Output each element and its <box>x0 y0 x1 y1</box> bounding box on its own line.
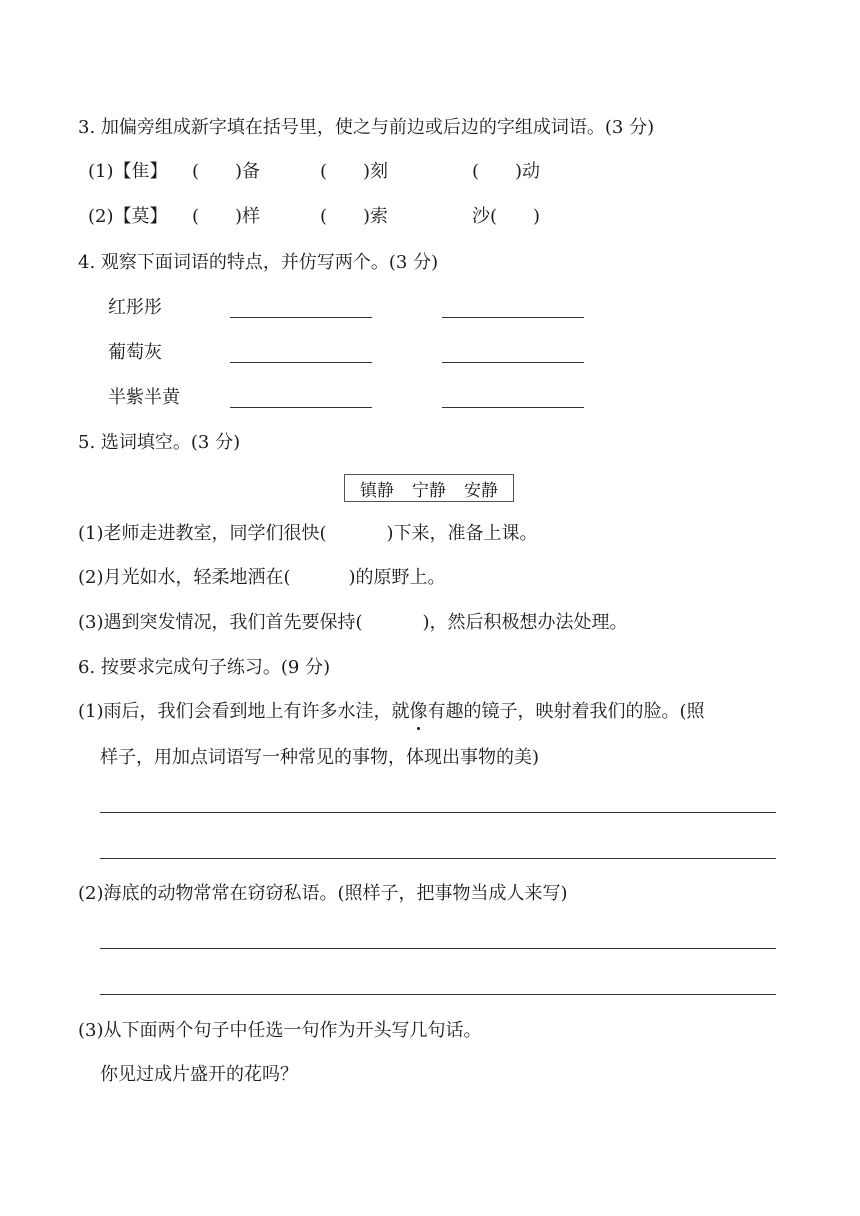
q5-item-1 <box>78 522 538 546</box>
q4-answer-3b[interactable] <box>442 407 584 408</box>
q6-item-1-text-post: 有趣的镜子，映射着我们的脸。(照 <box>427 701 705 722</box>
q5-item-2-after: )的原野上。 <box>348 567 446 588</box>
q4-answer-2b[interactable] <box>442 362 584 363</box>
q6-item-3: (3)从下面两个句子中任选一句作为开头写几句话。 <box>78 1020 482 1041</box>
q5-item-1-after: )下来，准备上课。 <box>386 523 538 544</box>
q4-word-1: 红彤彤 <box>108 297 162 318</box>
q6-item-3-sentence: 你见过成片盛开的花吗？ <box>100 1064 298 1085</box>
q6-item-1-text-pre: (1)雨后，我们会看到地上有许多水洼，就 <box>78 701 410 722</box>
q4-answer-2a[interactable] <box>230 362 372 363</box>
q6-item-1-dotted-word: 像 <box>409 701 428 722</box>
q3-title: 3. 加偏旁组成新字填在括号里，使之与前边或后边的字组成词语。(3 分) <box>78 117 655 138</box>
q4-title: 4. 观察下面词语的特点，并仿写两个。(3 分) <box>78 252 439 273</box>
q3-row2-blank-3[interactable]: 沙( ) <box>472 206 541 227</box>
q4-answer-1a[interactable] <box>230 317 372 318</box>
q3-row1-blank-3[interactable]: ( )动 <box>472 161 541 182</box>
q3-row1-blank-2[interactable]: ( )刻 <box>320 161 389 182</box>
q3-row1-label: (1)【隹】 <box>88 161 168 182</box>
q3-row1-blank-1[interactable]: ( )备 <box>192 161 261 182</box>
q6-item-1-answer-line-1[interactable] <box>100 812 776 813</box>
q6-item-2: (2)海底的动物常常在窃窃私语。(照样子，把事物当成人来写) <box>78 883 568 904</box>
q4-answer-3a[interactable] <box>230 407 372 408</box>
q5-title: 5. 选词填空。(3 分) <box>78 432 241 453</box>
q6-item-1-answer-line-2[interactable] <box>100 858 776 859</box>
q5-word-options-box <box>344 474 514 502</box>
q5-item-3 <box>78 611 628 635</box>
q5-option-1: 镇静 <box>360 480 394 501</box>
q5-item-2-before: (2)月光如水，轻柔地洒在( <box>78 567 291 588</box>
q4-answer-1b[interactable] <box>442 317 584 318</box>
q3-row2-blank-2[interactable]: ( )索 <box>320 206 389 227</box>
q6-item-2-answer-line-1[interactable] <box>100 948 776 949</box>
q3-row2-blank-1[interactable]: ( )样 <box>192 206 261 227</box>
q5-option-2: 宁静 <box>412 480 446 501</box>
q6-title: 6. 按要求完成句子练习。(9 分) <box>78 657 331 678</box>
q5-option-3: 安静 <box>464 480 498 501</box>
q4-word-2: 葡萄灰 <box>108 342 162 363</box>
q6-item-1-line-1 <box>78 700 705 724</box>
q5-item-1-before: (1)老师走进教室，同学们很快( <box>78 523 327 544</box>
q5-item-2 <box>78 566 446 590</box>
q6-item-1-line-2: 样子，用加点词语写一种常见的事物，体现出事物的美) <box>100 747 540 768</box>
q6-item-2-answer-line-2[interactable] <box>100 994 776 995</box>
q4-word-3: 半紫半黄 <box>108 387 180 408</box>
q5-item-3-after: )，然后积极想办法处理。 <box>422 612 628 633</box>
q5-item-3-before: (3)遇到突发情况，我们首先要保持( <box>78 612 363 633</box>
q3-row2-label: (2)【莫】 <box>88 206 168 227</box>
